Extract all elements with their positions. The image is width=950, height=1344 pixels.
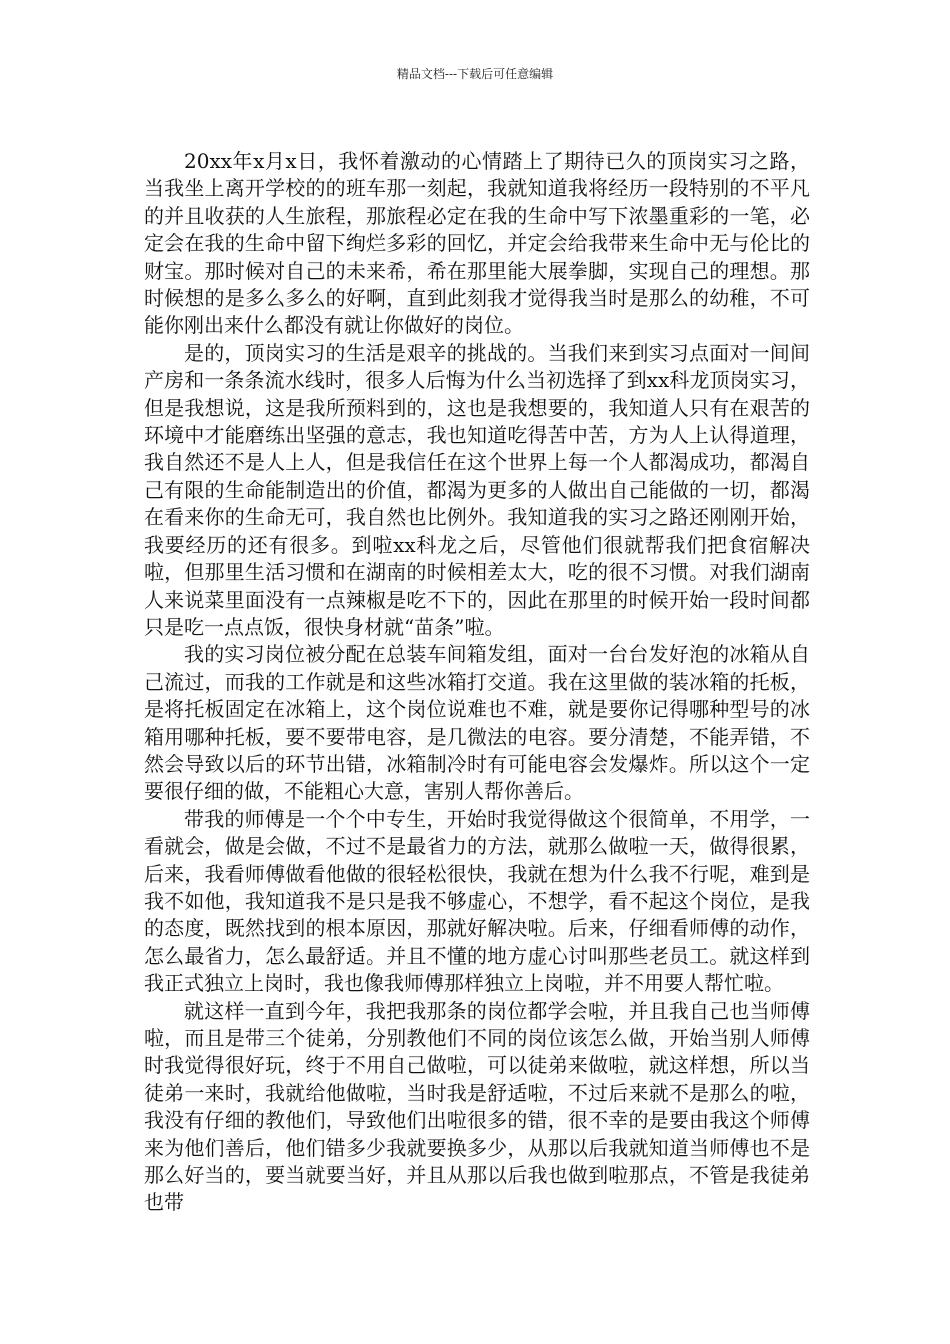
paragraph: 我的实习岗位被分配在总装车间箱发组，面对一台台发好泡的冰箱从自己流过，而我的工作就是和这些冰箱打交道。我在这里做的装冰箱的托板，是将托板固定在冰箱上，这个岗位说难也不难，就是要你记得哪种型号的冰箱用哪种托板，要不要带电容，是几微法的电容。要分清楚，不能弄错，不然会导致以后的环节出错，冰箱制冷时有可能电容会发爆炸。所以这个一定要很仔细的做，不能粗心大意，害别人帮你善后。 [144, 642, 810, 804]
page-header: 精品文档---下载后可任意编辑 [396, 67, 554, 81]
paragraph: 就这样一直到今年，我把我那条的岗位都学会啦，并且我自己也当师傅啦，而且是带三个徒弟，分别教他们不同的岗位该怎么做，开始当别人师傅时我觉得很好玩，终于不用自己做啦，可以徒弟来做啦，就这样想，所以当徒弟一来时，我就给他做啦，当时我是舒适啦，不过后来就不是那么的啦，我没有仔细的教他们，导致他们出啦很多的错，很不幸的是要由我这个师傅来为他们善后，他们错多少我就要换多少，从那以后我就知道当师傅也不是那么好当的，要当就要当好，并且从那以后我也做到啦那点，不管是我徒弟也带 [144, 998, 810, 1215]
paragraph: 是的，顶岗实习的生活是艰辛的挑战的。当我们来到实习点面对一间间产房和一条条流水线时，很多人后悔为什么当初选择了到xx科龙顶岗实习，但是我想说，这是我所预料到的，这也是我想要的，我知道人只有在艰苦的环境中才能磨练出坚强的意志，我也知道吃得苦中苦，方为人上认得道理，我自然还不是人上人，但是我信任在这个世界上每一个人都渴成功，都渴自己有限的生命能制造出的价值，都渴为更多的人做出自己能做的一切，都渴在看来你的生命无可，我自然也比例外。我知道我的实习之路还刚刚开始，我要经历的还有很多。到啦xx科龙之后，尽管他们很就帮我们把食宿解决啦，但那里生活习惯和在湖南的时候相差太大，吃的很不习惯。对我们湖南人来说菜里面没有一点辣椒是吃不下的，因此在那里的时候开始一段时间都只是吃一点点饭，很快身材就“苗条”啦。 [144, 340, 810, 639]
document-body [144, 148, 810, 1217]
paragraph: 带我的师傅是一个个中专生，开始时我觉得做这个很简单，不用学，一看就会，做是会做，不过不是最省力的方法，就那么做啦一天，做得很累，后来，我看师傅做看他做的很轻松很快，我就在想为什么我不行呢，难到是我不如他，我知道我不是只是我不够虚心，不想学，看不起这个岗位，是我的态度，既然找到的根本原因，那就好解决啦。后来，仔细看师傅的动作，怎么最省力，怎么最舒适。并且不懂的地方虚心讨叫那些老员工。就这样到我正式独立上岗时，我也像我师傅那样独立上岗啦，并不用要人帮忙啦。 [144, 806, 810, 996]
paragraph: 20xx年x月x日，我怀着激动的心情踏上了期待已久的顶岗实习之路，当我坐上离开学校的的班车那一刻起，我就知道我将经历一段特别的不平凡的并且收获的人生旅程，那旅程必定在我的生命中写下浓墨重彩的一笔，必定会在我的生命中留下绚烂多彩的回忆，并定会给我带来生命中无与伦比的财宝。那时候对自己的未来希，希在那里能大展拳脚，实现自己的理想。那时候想的是多么多么的好啊，直到此刻我才觉得我当时是那么的幼稚，不可能你刚出来什么都没有就让你做好的岗位。 [144, 149, 810, 338]
